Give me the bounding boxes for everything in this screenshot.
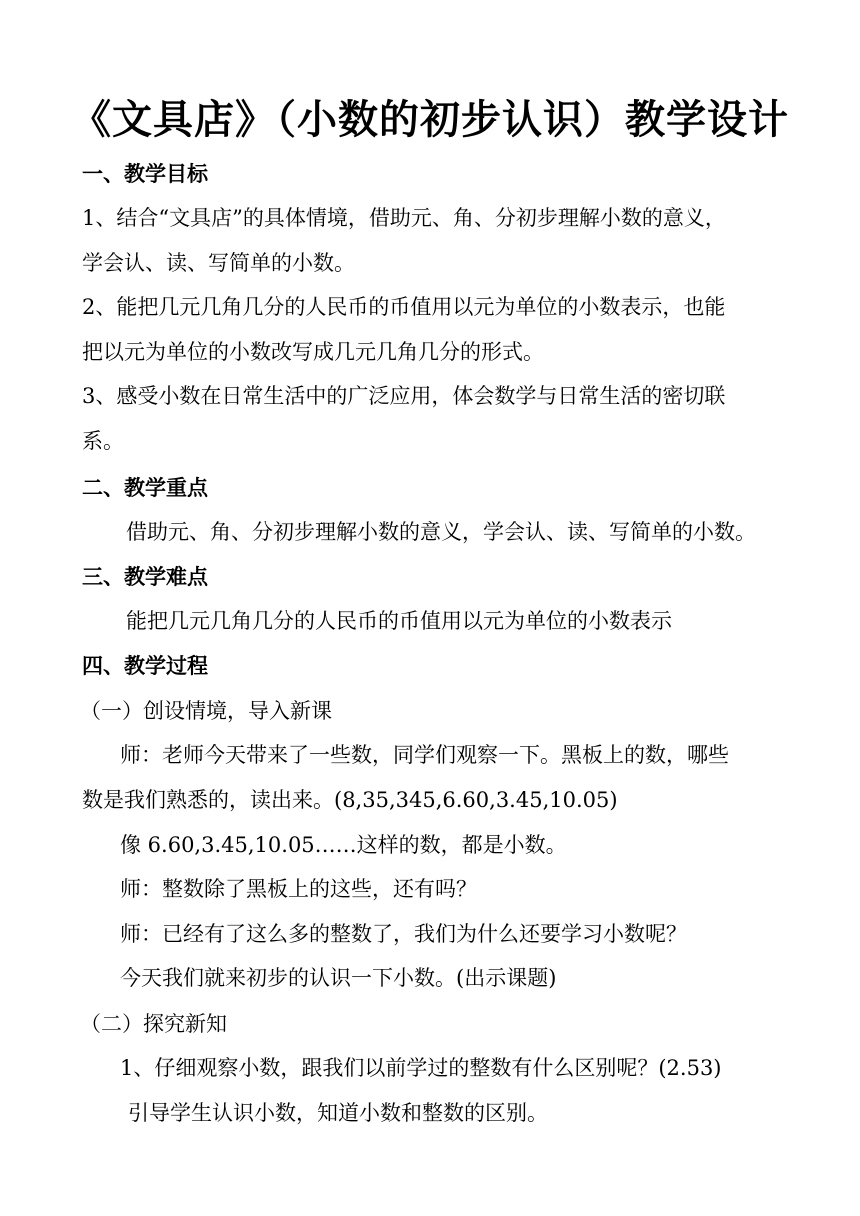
key-points-body: 借助元、角、分初步理解小数的意义，学会认、读、写简单的小数。 — [126, 520, 756, 544]
section-heading-key-points: 二、教学重点 — [82, 476, 208, 500]
process-step-1-line-2: 数是我们熟悉的，读出来。(8,35,345,6.60,3.45,10.05) — [82, 788, 618, 812]
process-step-1-line-3: 像 6.60,3.45,10.05……这样的数，都是小数。 — [120, 833, 567, 857]
objective-1-line-1: 1、结合“文具店”的具体情境，借助元、角、分初步理解小数的意义， — [82, 206, 726, 230]
document-title: 《文具店》（小数的初步认识）教学设计 — [71, 97, 789, 143]
process-step-1-line-1: 师：老师今天带来了一些数，同学们观察一下。黑板上的数，哪些 — [120, 743, 729, 767]
section-heading-process: 四、教学过程 — [82, 654, 208, 678]
section-heading-difficulties: 三、教学难点 — [82, 565, 208, 589]
process-step-1-line-5: 师：已经有了这么多的整数了，我们为什么还要学习小数呢？ — [120, 922, 687, 946]
objective-2-line-1: 2、能把几元几角几分的人民币的币值用以元为单位的小数表示，也能 — [82, 295, 726, 319]
objective-3-line-2: 系。 — [82, 429, 124, 453]
process-step-1-line-4: 师：整数除了黑板上的这些，还有吗？ — [120, 877, 477, 901]
objective-1-line-2: 学会认、读、写简单的小数。 — [82, 251, 355, 275]
objective-2-line-2: 把以元为单位的小数改写成几元几角几分的形式。 — [82, 340, 544, 364]
section-heading-objectives: 一、教学目标 — [82, 162, 208, 186]
process-step-1-line-6: 今天我们就来初步的认识一下小数。(出示课题) — [120, 966, 557, 990]
process-step-1-heading: （一）创设情境，导入新课 — [80, 699, 332, 723]
process-step-2-heading: （二）探究新知 — [80, 1012, 227, 1036]
difficulties-body: 能把几元几角几分的人民币的币值用以元为单位的小数表示 — [126, 609, 672, 633]
process-step-2-line-1: 1、仔细观察小数，跟我们以前学过的整数有什么区别呢？(2.53) — [120, 1056, 722, 1080]
process-step-2-line-2: 引导学生认识小数，知道小数和整数的区别。 — [128, 1101, 548, 1125]
objective-3-line-1: 3、感受小数在日常生活中的广泛应用，体会数学与日常生活的密切联 — [82, 384, 726, 408]
